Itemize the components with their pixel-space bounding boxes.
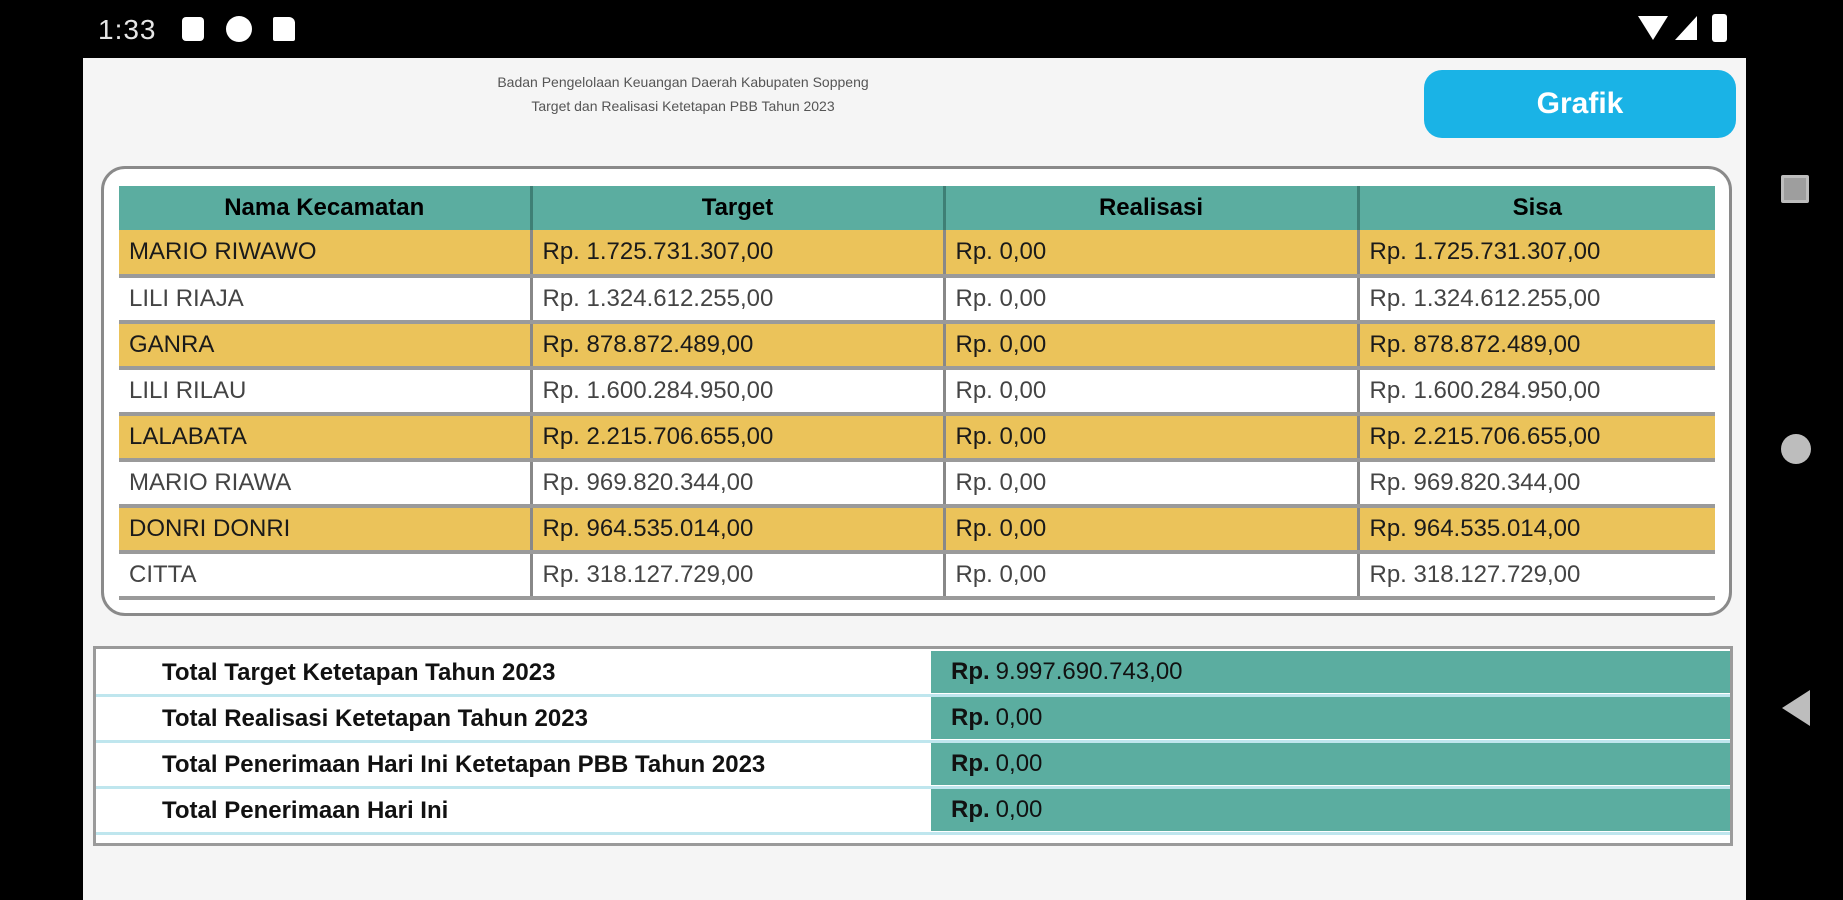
- currency-prefix: Rp.: [951, 796, 990, 823]
- grafik-button[interactable]: Grafik: [1424, 70, 1736, 138]
- total-label: Total Penerimaan Hari Ini Ketetapan PBB Tahun 2023: [162, 751, 766, 778]
- district-table: [119, 186, 1715, 600]
- table-row: [119, 368, 1715, 414]
- total-label: Total Penerimaan Hari Ini: [162, 797, 449, 824]
- table-row: [119, 230, 1715, 276]
- signal-icon: [1675, 16, 1697, 40]
- cell-target: Rp. 878.872.489,00: [531, 322, 944, 368]
- total-value: [931, 651, 1730, 693]
- total-amount: 0,00: [995, 704, 1043, 731]
- column-header-sisa: Sisa: [1358, 186, 1715, 230]
- cell-target: Rp. 1.600.284.950,00: [531, 368, 944, 414]
- district-table-card: [101, 166, 1732, 616]
- cell-sisa: Rp. 964.535.014,00: [1358, 506, 1715, 552]
- status-bar: [0, 0, 1843, 58]
- total-amount: 9.997.690.743,00: [995, 658, 1183, 685]
- battery-icon: [1712, 14, 1727, 42]
- cell-name: MARIO RIWAWO: [119, 230, 531, 276]
- cell-name: MARIO RIAWA: [119, 460, 531, 506]
- cell-realisasi: Rp. 0,00: [944, 460, 1358, 506]
- cell-target: Rp. 964.535.014,00: [531, 506, 944, 552]
- recents-icon[interactable]: [1781, 175, 1809, 203]
- total-value: [931, 789, 1730, 831]
- total-label: Total Realisasi Ketetapan Tahun 2023: [162, 705, 588, 732]
- home-icon[interactable]: [1781, 434, 1811, 464]
- cell-name: LALABATA: [119, 414, 531, 460]
- currency-prefix: Rp.: [951, 750, 990, 777]
- app-icon: [226, 16, 252, 42]
- total-label: Total Target Ketetapan Tahun 2023: [162, 659, 556, 686]
- total-target-row: [96, 651, 1730, 697]
- table-row: [119, 552, 1715, 598]
- cell-name: LILI RILAU: [119, 368, 531, 414]
- currency-prefix: Rp.: [951, 704, 990, 731]
- row-divider: [96, 832, 1730, 835]
- cell-target: Rp. 318.127.729,00: [531, 552, 944, 598]
- back-icon[interactable]: [1782, 690, 1810, 726]
- header-agency: Badan Pengelolaan Keuangan Daerah Kabupaten Soppeng: [497, 74, 869, 90]
- cell-sisa: Rp. 2.215.706.655,00: [1358, 414, 1715, 460]
- notification-icon: [182, 17, 204, 41]
- table-row: [119, 414, 1715, 460]
- total-realisasi-row: [96, 697, 1730, 743]
- wifi-icon: [1638, 16, 1668, 40]
- status-time: 1:33: [98, 14, 157, 45]
- cell-sisa: Rp. 1.600.284.950,00: [1358, 368, 1715, 414]
- app-content: [83, 58, 1746, 900]
- column-header-target: Target: [531, 186, 944, 230]
- cell-realisasi: Rp. 0,00: [944, 414, 1358, 460]
- cell-sisa: Rp. 969.820.344,00: [1358, 460, 1715, 506]
- cell-sisa: Rp. 1.725.731.307,00: [1358, 230, 1715, 276]
- cell-target: Rp. 1.324.612.255,00: [531, 276, 944, 322]
- column-header-realisasi: Realisasi: [944, 186, 1358, 230]
- column-header-name: Nama Kecamatan: [119, 186, 531, 230]
- cell-name: GANRA: [119, 322, 531, 368]
- total-penerimaan-pbb-row: [96, 743, 1730, 789]
- total-value: [931, 697, 1730, 739]
- total-amount: 0,00: [995, 750, 1043, 777]
- table-row: [119, 506, 1715, 552]
- cell-realisasi: Rp. 0,00: [944, 552, 1358, 598]
- cell-name: LILI RIAJA: [119, 276, 531, 322]
- cell-realisasi: Rp. 0,00: [944, 276, 1358, 322]
- total-amount: 0,00: [995, 796, 1043, 823]
- cell-name: CITTA: [119, 552, 531, 598]
- cell-realisasi: Rp. 0,00: [944, 506, 1358, 552]
- cell-name: DONRI DONRI: [119, 506, 531, 552]
- cell-sisa: Rp. 878.872.489,00: [1358, 322, 1715, 368]
- table-row: [119, 276, 1715, 322]
- table-row: [119, 460, 1715, 506]
- table-row: [119, 322, 1715, 368]
- totals-panel: [93, 646, 1733, 846]
- cell-target: Rp. 2.215.706.655,00: [531, 414, 944, 460]
- cell-sisa: Rp. 1.324.612.255,00: [1358, 276, 1715, 322]
- table-header-row: [119, 186, 1715, 230]
- cell-realisasi: Rp. 0,00: [944, 230, 1358, 276]
- cell-realisasi: Rp. 0,00: [944, 322, 1358, 368]
- sd-card-icon: [273, 17, 295, 41]
- currency-prefix: Rp.: [951, 658, 990, 685]
- cell-target: Rp. 1.725.731.307,00: [531, 230, 944, 276]
- cell-realisasi: Rp. 0,00: [944, 368, 1358, 414]
- header-subtitle: Target dan Realisasi Ketetapan PBB Tahun 2023: [531, 98, 835, 114]
- total-value: [931, 743, 1730, 785]
- cell-sisa: Rp. 318.127.729,00: [1358, 552, 1715, 598]
- cell-target: Rp. 969.820.344,00: [531, 460, 944, 506]
- total-penerimaan-row: [96, 789, 1730, 835]
